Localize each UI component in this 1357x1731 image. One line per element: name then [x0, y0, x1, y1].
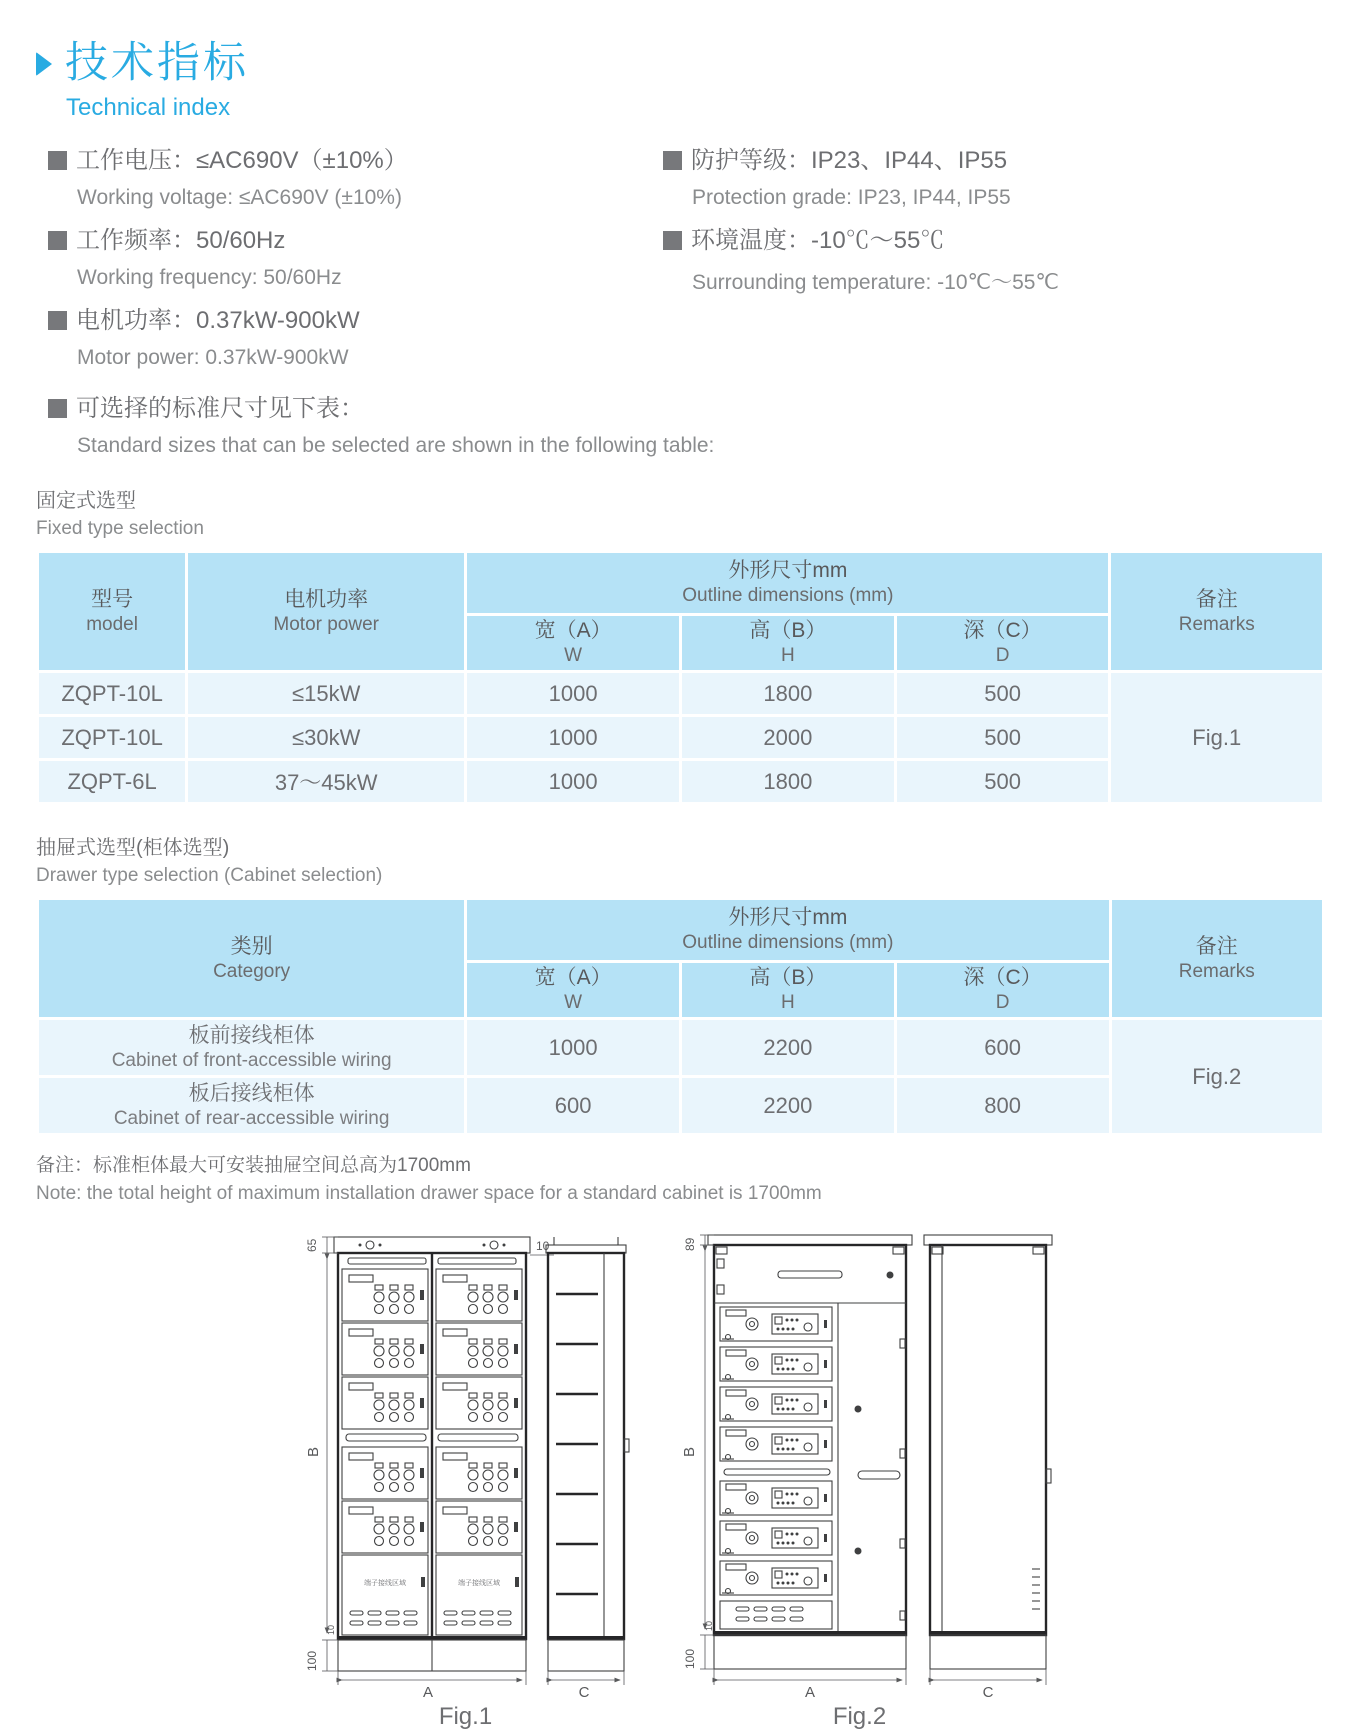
cell-depth: 500: [895, 760, 1110, 804]
header-cn: 深（C）: [963, 619, 1042, 642]
cell-remarks: Fig.1: [1110, 672, 1324, 804]
header-cn: 型号: [91, 587, 134, 611]
cell-category: [38, 1019, 466, 1077]
dimension-label-width: A: [422, 1684, 433, 1701]
spec-item-frequency: [48, 226, 663, 290]
category-cn: 板后接线柜体: [188, 1081, 315, 1105]
figure-1: [298, 1219, 634, 1731]
dimension-label-width: A: [804, 1684, 815, 1701]
header-en: Motor power: [273, 613, 379, 635]
header-en: Remarks: [1178, 613, 1255, 635]
fixed-section-heading: [36, 484, 1357, 540]
spec-item-motor-power: [48, 306, 663, 370]
fig1-drawing: [298, 1219, 634, 1701]
square-bullet-icon: [48, 311, 67, 330]
dimension-label-top-right: 10: [535, 1239, 549, 1253]
col-header-height: [680, 615, 895, 672]
header-en: W: [564, 992, 583, 1014]
col-header-outline-dimensions: [466, 899, 1110, 962]
category-en: Cabinet of rear-accessible wiring: [113, 1107, 390, 1129]
col-header-depth: [895, 962, 1110, 1019]
header-en: D: [995, 992, 1010, 1014]
header-en: Category: [213, 960, 291, 982]
dimension-label-gap: 10: [325, 1624, 336, 1635]
drawer-section-heading: [36, 831, 1357, 887]
cell-remarks: Fig.2: [1110, 1019, 1324, 1135]
cell-width: 1000: [466, 672, 681, 716]
square-bullet-icon: [48, 231, 67, 250]
col-header-width: [466, 962, 681, 1019]
cell-model: ZQPT-10L: [38, 672, 187, 716]
col-header-category: [38, 899, 466, 1019]
header-cn: 备注: [1195, 934, 1238, 958]
header-en: D: [995, 645, 1010, 667]
dimension-label-cap: 65: [304, 1238, 319, 1252]
page-subtitle: Technical index: [66, 94, 231, 121]
header-en: H: [781, 992, 795, 1014]
spec-item-protection: [663, 146, 1357, 210]
spec-item-sizes: [48, 394, 1357, 458]
category-en: Cabinet of front-accessible wiring: [111, 1049, 392, 1071]
page-title: 技术指标: [65, 39, 249, 87]
header-en: model: [86, 613, 138, 635]
cell-category: [38, 1077, 466, 1135]
spec-item-voltage: [48, 146, 663, 210]
cell-power: ≤15kW: [187, 672, 466, 716]
square-bullet-icon: [663, 231, 682, 250]
cell-depth: 600: [895, 1019, 1110, 1077]
fig2-front-view: [708, 1235, 912, 1669]
section-title-en: Fixed type selection: [36, 518, 204, 539]
dimension-label-height: B: [680, 1446, 698, 1457]
spec-en-text: Protection grade: IP23, IP44, IP55: [692, 186, 1011, 209]
header-cn: 深（C）: [963, 966, 1042, 989]
fig1-front-view: [334, 1237, 530, 1671]
spec-cn-text: 工作频率：50/60Hz: [76, 227, 286, 254]
header-cn: 备注: [1195, 587, 1238, 611]
header-cn: 高（B）: [749, 619, 827, 642]
header-cn: 电机功率: [284, 587, 369, 611]
header-en: H: [780, 645, 795, 667]
spec-en-text: Motor power: 0.37kW-900kW: [77, 346, 349, 369]
cell-depth: 800: [895, 1077, 1110, 1135]
cell-width: 1000: [466, 1019, 681, 1077]
dimension-label-base: 100: [682, 1648, 697, 1669]
cell-height: 2200: [681, 1019, 896, 1077]
col-header-depth: [895, 615, 1110, 672]
spec-item-temperature: [663, 226, 1357, 296]
drawer-type-table: [36, 897, 1325, 1136]
note-cn: 备注：标准柜体最大可安装抽屉空间总高为1700mm: [36, 1155, 471, 1176]
dimension-label-base: 100: [304, 1650, 319, 1671]
spec-en-text: Working frequency: 50/60Hz: [77, 266, 342, 289]
cell-depth: 500: [895, 672, 1110, 716]
spec-column-right: [663, 146, 1357, 386]
fixed-type-table: [36, 550, 1325, 805]
header-en: Outline dimensions (mm): [682, 585, 894, 607]
header-cn: 宽（A）: [534, 966, 612, 989]
dimension-label-height: B: [304, 1446, 322, 1457]
fig1-side-view: [546, 1237, 629, 1701]
spec-column-left: [48, 146, 663, 386]
dimension-label-depth: C: [982, 1684, 993, 1701]
cell-height: 2000: [680, 716, 895, 760]
cell-width: 1000: [466, 716, 681, 760]
header-en: W: [564, 645, 583, 667]
col-header-outline-dimensions: [466, 552, 1110, 615]
fig2-caption: Fig.2: [832, 1703, 887, 1730]
spec-cn-text: 可选择的标准尺寸见下表：: [76, 395, 364, 422]
header-cn: 宽（A）: [534, 619, 612, 642]
cell-height: 2200: [681, 1077, 896, 1135]
section-title-en: Drawer type selection (Cabinet selection): [36, 865, 383, 886]
col-header-remarks: [1110, 552, 1324, 672]
terminal-area-label: 端子接线区域: [363, 1580, 406, 1587]
spec-cn-text: 工作电压：≤AC690V（±10%）: [76, 147, 408, 174]
figure-2: [660, 1219, 1060, 1731]
spec-cn-text: 电机功率：0.37kW-900kW: [76, 307, 360, 334]
square-bullet-icon: [663, 151, 682, 170]
spec-cn-text: 防护等级：IP23、IP44、IP55: [691, 147, 1008, 174]
cell-power: 37～45kW: [187, 760, 466, 804]
spec-en-text: Surrounding temperature: -10℃～55℃: [692, 271, 1060, 294]
cell-power: ≤30kW: [187, 716, 466, 760]
col-header-model: [38, 552, 187, 672]
dimension-label-depth: C: [578, 1684, 589, 1701]
cell-model: ZQPT-6L: [38, 760, 187, 804]
fig2-drawing: [660, 1219, 1060, 1701]
page-header: [0, 0, 1357, 122]
header-en: Outline dimensions (mm): [682, 932, 894, 954]
dimension-label-cap: 89: [682, 1237, 697, 1251]
cell-width: 1000: [466, 760, 681, 804]
cell-depth: 500: [895, 716, 1110, 760]
dimension-label-gap: 10: [703, 1620, 714, 1631]
category-cn: 板前接线柜体: [188, 1023, 315, 1047]
note-en: Note: the total height of maximum installation drawer space for a standard cabinet is 1700mm: [36, 1183, 822, 1204]
table-note: [36, 1150, 1357, 1205]
spec-list: [48, 146, 1357, 386]
terminal-area-label: 端子接线区域: [457, 1580, 500, 1587]
table-row: [38, 672, 1324, 716]
cell-height: 1800: [680, 672, 895, 716]
square-bullet-icon: [48, 151, 67, 170]
section-arrow-icon: [36, 52, 52, 76]
col-header-motor-power: [187, 552, 466, 672]
section-title-cn: 固定式选型: [36, 490, 136, 512]
square-bullet-icon: [48, 399, 67, 418]
cell-height: 1800: [680, 760, 895, 804]
header-cn: 外形尺寸mm: [728, 559, 848, 582]
spec-en-text: Standard sizes that can be selected are shown in the following table:: [77, 434, 715, 457]
header-cn: 高（B）: [749, 966, 827, 989]
cell-width: 600: [466, 1077, 681, 1135]
figures-row: [0, 1219, 1357, 1731]
col-header-height: [681, 962, 896, 1019]
header-cn: 外形尺寸mm: [728, 906, 848, 929]
fig2-side-view: [924, 1235, 1052, 1701]
col-header-width: [466, 615, 681, 672]
header-cn: 类别: [230, 934, 273, 958]
cell-model: ZQPT-10L: [38, 716, 187, 760]
table-row: [38, 1019, 1324, 1077]
col-header-remarks: [1110, 899, 1324, 1019]
fig1-caption: Fig.1: [438, 1703, 493, 1730]
spec-cn-text: 环境温度：-10℃～55℃: [691, 227, 945, 254]
spec-en-text: Working voltage: ≤AC690V (±10%): [77, 186, 402, 209]
header-en: Remarks: [1178, 960, 1255, 982]
section-title-cn: 抽屉式选型(柜体选型): [36, 837, 230, 859]
